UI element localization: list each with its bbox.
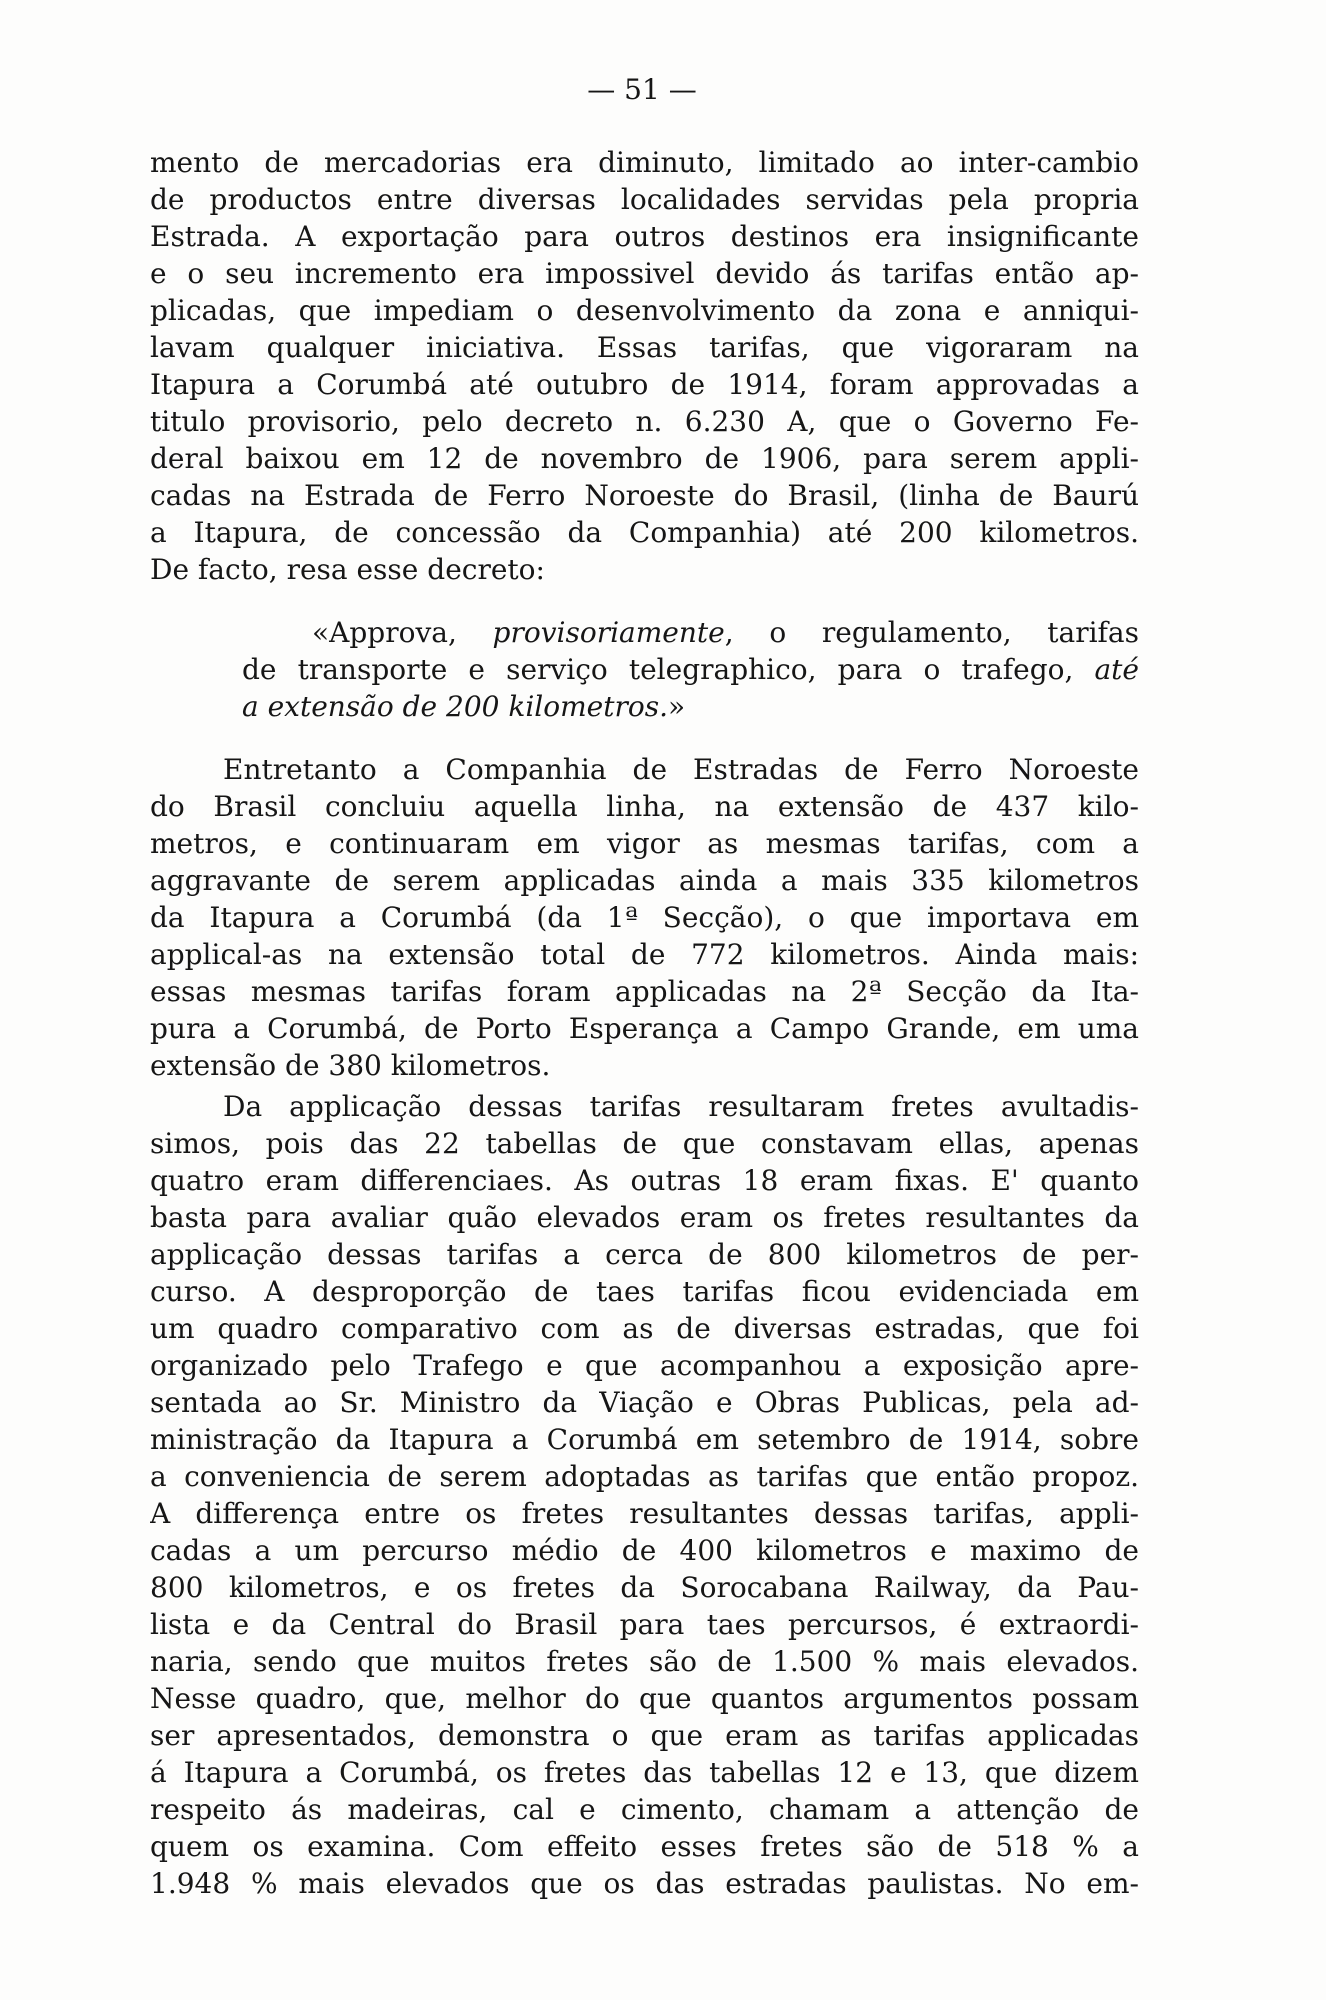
text-line: Da applicação dessas tarifas resultaram fretes avultadis- (223, 1090, 1139, 1123)
text-line: cadas a um percurso médio de 400 kilometros e maximo de (150, 1534, 1139, 1567)
text-line: naria, sendo que muitos fretes são de 1.500 % mais elevados. (150, 1645, 1139, 1678)
page-number: — 51 — (587, 73, 697, 106)
text-line: mento de mercadorias era diminuto, limitado ao inter-cambio (150, 146, 1139, 179)
quote-text: » (668, 690, 686, 723)
text-line: Nesse quadro, que, melhor do que quantos argumentos possam (150, 1682, 1139, 1715)
text-line: applicação dessas tarifas a cerca de 800 kilometros de per- (150, 1238, 1139, 1271)
text-line: Itapura a Corumbá até outubro de 1914, foram approvadas a (150, 368, 1139, 401)
text-line: titulo provisorio, pelo decreto n. 6.230 A, que o Governo Fe- (150, 405, 1139, 438)
text-line: 800 kilometros, e os fretes da Sorocabana Railway, da Pau- (150, 1571, 1139, 1604)
text-line: applical-as na extensão total de 772 kilometros. Ainda mais: (150, 938, 1139, 971)
text-line: lavam qualquer iniciativa. Essas tarifas, que vigoraram na (150, 331, 1139, 364)
text-line: organizado pelo Trafego e que acompanhou a exposição apre- (150, 1349, 1139, 1382)
text-line: de productos entre diversas localidades servidas pela propria (150, 183, 1139, 216)
quote-line (242, 651, 1139, 688)
text-line: lista e da Central do Brasil para taes percursos, é extraordi- (150, 1608, 1139, 1641)
text-line: ministração da Itapura a Corumbá em setembro de 1914, sobre (150, 1423, 1139, 1456)
text-line: Entretanto a Companhia de Estradas de Ferro Noroeste (223, 753, 1139, 786)
quote-line (242, 614, 1139, 651)
text-line: da Itapura a Corumbá (da 1ª Secção), o que importava em (150, 901, 1139, 934)
text-line: cadas na Estrada de Ferro Noroeste do Brasil, (linha de Baurú (150, 479, 1139, 512)
text-line: A differença entre os fretes resultantes dessas tarifas, appli- (150, 1497, 1139, 1530)
text-line: deral baixou em 12 de novembro de 1906, para serem appli- (150, 442, 1139, 475)
text-line: ser apresentados, demonstra o que eram as tarifas applicadas (150, 1719, 1139, 1752)
quote-line (242, 688, 1139, 725)
text-line: extensão de 380 kilometros. (150, 1049, 551, 1082)
text-line: simos, pois das 22 tabellas de que constavam ellas, apenas (150, 1127, 1139, 1160)
text-line: e o seu incremento era impossivel devido ás tarifas então ap- (150, 257, 1139, 290)
text-line: á Itapura a Corumbá, os fretes das tabellas 12 e 13, que dizem (150, 1756, 1139, 1789)
text-line: De facto, resa esse decreto: (150, 553, 545, 586)
paragraph (150, 751, 1139, 1084)
text-line: essas mesmas tarifas foram applicadas na 2ª Secção da Ita- (150, 975, 1139, 1008)
text-line: pura a Corumbá, de Porto Esperança a Campo Grande, em uma (150, 1012, 1139, 1045)
text-line: plicadas, que impediam o desenvolvimento da zona e anniqui- (150, 294, 1139, 327)
paragraph (150, 1088, 1139, 1902)
text-line: quatro eram differenciaes. As outras 18 eram fixas. E' quanto (150, 1164, 1139, 1197)
text-line: a Itapura, de concessão da Companhia) até 200 kilometros. (150, 516, 1139, 549)
paragraph (150, 144, 1139, 588)
text-line: basta para avaliar quão elevados eram os fretes resultantes da (150, 1201, 1139, 1234)
text-line: a conveniencia de serem adoptadas as tarifas que então propoz. (150, 1460, 1139, 1493)
text-line: quem os examina. Com effeito esses fretes são de 518 % a (150, 1830, 1139, 1863)
quote-italic-text: provisoriamente (492, 616, 725, 649)
text-line: aggravante de serem applicadas ainda a mais 335 kilometros (150, 864, 1139, 897)
quote-italic-text: a extensão de 200 kilometros. (242, 690, 668, 723)
quote-text: , o regulamento, tarifas (724, 616, 1139, 649)
text-line: curso. A desproporção de taes tarifas ficou evidenciada em (150, 1275, 1139, 1308)
quote-text: «Approva, (312, 616, 493, 649)
text-line: respeito ás madeiras, cal e cimento, chamam a attenção de (150, 1793, 1139, 1826)
text-line: metros, e continuaram em vigor as mesmas tarifas, com a (150, 827, 1139, 860)
block-quote (242, 614, 1139, 725)
text-line: um quadro comparativo com as de diversas estradas, que foi (150, 1312, 1139, 1345)
quote-italic-text: até (1094, 653, 1139, 686)
text-line: do Brasil concluiu aquella linha, na extensão de 437 kilo- (150, 790, 1139, 823)
text-line: 1.948 % mais elevados que os das estradas paulistas. No em- (150, 1867, 1139, 1900)
text-line: Estrada. A exportação para outros destinos era insignificante (150, 220, 1139, 253)
text-line: sentada ao Sr. Ministro da Viação e Obras Publicas, pela ad- (150, 1386, 1139, 1419)
quote-text: de transporte e serviço telegraphico, para o trafego, (242, 653, 1095, 686)
